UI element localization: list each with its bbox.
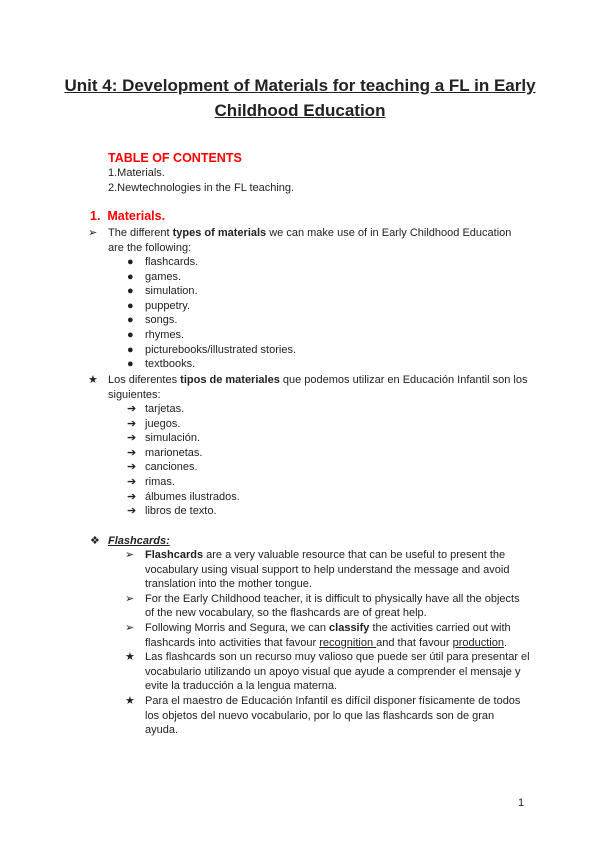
bullet-dot-icon: ● xyxy=(127,270,134,283)
page-number: 1 xyxy=(518,797,525,809)
title-line-1: Unit 4: Development of Materials for teaching a FL in Early xyxy=(64,76,536,95)
diamond-bullet-icon: ❖ xyxy=(90,535,100,547)
bullet-dot-icon: ● xyxy=(127,299,134,312)
underlined-text: recognition xyxy=(319,636,377,649)
arrowhead-bullet-icon: ➢ xyxy=(125,592,135,605)
list-item-text: rimas. xyxy=(145,475,175,488)
section-title: Materials. xyxy=(107,209,166,223)
flashcards-list xyxy=(125,548,530,738)
list-item xyxy=(127,504,240,519)
list-item xyxy=(125,650,530,694)
title-line-2: Childhood Education xyxy=(214,101,386,120)
list-item-text: songs. xyxy=(145,314,178,327)
list-item-text: rhymes. xyxy=(145,328,185,341)
list-item-text: puppetry. xyxy=(145,299,191,312)
list-item-text: tarjetas. xyxy=(145,403,185,415)
list-item xyxy=(127,299,296,314)
bold-text: tipos de materiales xyxy=(180,374,280,386)
bullet-dot-icon: ● xyxy=(127,314,134,327)
text: Following Morris and Segura, we can xyxy=(145,621,330,634)
list-item xyxy=(127,431,240,446)
bold-text: types of materials xyxy=(172,227,267,239)
arrow-bullet-icon: ➔ xyxy=(127,446,137,459)
toc-item: 1.Materials. xyxy=(108,167,165,179)
list-item-text: canciones. xyxy=(145,461,198,474)
heading-text: Flashcards: xyxy=(108,535,170,547)
list-item xyxy=(125,621,530,650)
toc-list xyxy=(108,166,294,195)
en-materials-list xyxy=(127,255,297,372)
list-item xyxy=(127,446,240,461)
arrowhead-bullet-icon: ➢ xyxy=(88,227,98,239)
list-item xyxy=(127,343,297,358)
list-item-text: álbumes ilustrados. xyxy=(145,490,240,503)
list-item xyxy=(127,402,240,417)
text: we can make use of in Early Childhood Education are the following: xyxy=(108,227,512,254)
section-heading xyxy=(90,209,165,224)
star-bullet-icon: ★ xyxy=(125,694,135,707)
document-title xyxy=(0,73,600,123)
es-intro xyxy=(88,373,528,402)
star-bullet-icon: ★ xyxy=(125,651,135,664)
text: que podemos utilizar en Educación Infantil son los siguientes: xyxy=(108,374,528,401)
bold-text: Flashcards xyxy=(145,549,204,561)
list-item-text: textbooks. xyxy=(145,358,196,371)
text: Para el maestro de Educación Infantil es difícil disponer físicamente de todos los objetos del nuevo vocabulario, por lo que las flashcards son de gran ayuda. xyxy=(145,694,521,737)
list-item xyxy=(125,548,530,592)
list-item-text: simulación. xyxy=(145,432,201,445)
arrow-bullet-icon: ➔ xyxy=(127,461,137,474)
list-item xyxy=(125,694,530,738)
arrow-bullet-icon: ➔ xyxy=(127,505,137,518)
text: The different xyxy=(108,227,173,239)
text: are a very valuable resource that can be useful to present the vocabulary using visual support to help understand the message and avoid translation into the mother tongue. xyxy=(145,549,510,591)
es-materials-list xyxy=(127,402,240,519)
arrow-bullet-icon: ➔ xyxy=(127,475,137,488)
text: Las flashcards son un recurso muy valioso que puede ser útil para presentar el vocabulario utilizando un apoyo visual que ayude a comprender el mensaje y evite la traducción a la lengua materna. xyxy=(145,651,530,693)
arrow-bullet-icon: ➔ xyxy=(127,490,137,503)
toc-item: 2.Newtechnologies in the FL teaching. xyxy=(108,181,295,194)
bullet-dot-icon: ● xyxy=(127,256,134,268)
arrow-bullet-icon: ➔ xyxy=(127,432,137,445)
text: and that favour xyxy=(376,636,453,649)
bold-text: classify xyxy=(329,621,370,634)
bullet-dot-icon: ● xyxy=(127,358,134,371)
toc-heading: TABLE OF CONTENTS xyxy=(108,151,242,165)
list-item-text: simulation. xyxy=(145,285,198,298)
list-item xyxy=(127,284,296,299)
en-intro xyxy=(88,226,528,255)
text: the activities carried out with flashcards into activities that favour xyxy=(145,621,511,649)
list-item xyxy=(127,270,296,285)
list-item-text: marionetas. xyxy=(145,446,203,459)
text: . xyxy=(503,636,508,649)
list-item-text: juegos. xyxy=(145,417,181,430)
bullet-dot-icon: ● xyxy=(127,328,134,341)
arrow-bullet-icon: ➔ xyxy=(127,403,137,415)
arrowhead-bullet-icon: ➢ xyxy=(125,549,135,561)
text: For the Early Childhood teacher, it is difficult to physically have all the objects of the new vocabulary, so the flashcards are of great help. xyxy=(145,592,520,620)
flashcards-heading xyxy=(90,534,170,549)
text: Los diferentes xyxy=(108,374,181,386)
list-item xyxy=(127,255,296,270)
list-item-text: picturebooks/illustrated stories. xyxy=(145,343,297,356)
arrowhead-bullet-icon: ➢ xyxy=(125,621,135,634)
list-item xyxy=(125,592,530,621)
list-item xyxy=(127,313,296,328)
list-item xyxy=(127,460,240,475)
list-item xyxy=(127,417,240,432)
bullet-dot-icon: ● xyxy=(127,285,134,298)
star-bullet-icon: ★ xyxy=(88,374,98,386)
list-item xyxy=(127,357,296,372)
list-item xyxy=(127,490,240,505)
bullet-dot-icon: ● xyxy=(127,343,134,356)
list-item-text: games. xyxy=(145,270,182,283)
list-item-text: libros de texto. xyxy=(145,505,217,518)
list-item xyxy=(127,475,240,490)
list-item-text: flashcards. xyxy=(145,256,199,268)
list-item xyxy=(127,328,296,343)
underlined-text: production xyxy=(452,636,504,649)
arrow-bullet-icon: ➔ xyxy=(127,417,137,430)
section-number: 1. xyxy=(90,209,101,223)
